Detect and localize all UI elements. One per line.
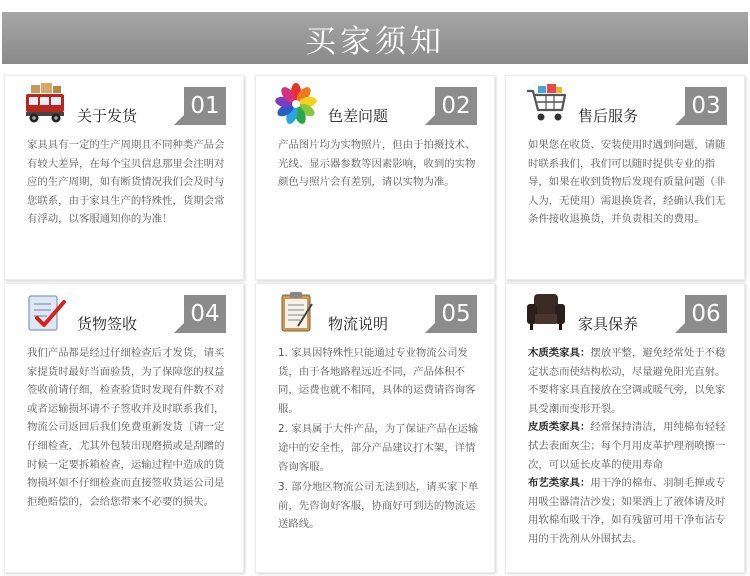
list-item [528, 418, 730, 474]
panel-heading: 物流说明 [328, 315, 389, 333]
panel-text: 产品图片均为实物照片，但由于拍摄技术、光线、显示器参数等因素影响，收到的实物颜色与照片会有差别，请以实物为准。 [278, 139, 476, 189]
panel-body [278, 344, 480, 536]
panel-body [528, 136, 730, 229]
panel-text: 家具具有一定的生产周期且不同种类产品会有较大差异，在每个宝贝信息那里会注明对应的生产周期，如有断货情况我们会及时与您联系，由于家具生产的特殊性，货期会常有浮动，以客服通知你的为准！ [27, 139, 225, 226]
panel-heading: 家具保养 [578, 315, 639, 333]
panel-receipt [4, 283, 244, 573]
checklist-icon [23, 290, 67, 334]
panel-text: 如果您在收货、安装使用时遇到问题，请随时联系我们，我们可以随时提供专业的指导，如果在收到货物后发现有质量问题（非人为，无使用）需退换货者，经确认我们无条件接收退换货，并负责相关的费用。 [528, 139, 726, 226]
list-item [528, 474, 730, 548]
list-item: 3. 部分地区物流公司无法到达，请买家下单前，先咨询好客服，协商好可到达的物流运送路线。 [278, 481, 479, 531]
panel-number-badge: 04 [184, 295, 226, 333]
list-item [528, 344, 730, 418]
panel-body [27, 344, 229, 511]
panel-color [255, 75, 495, 280]
color-palette-icon [274, 82, 318, 126]
clipboard-icon [274, 290, 318, 334]
panel-logistics [255, 283, 495, 573]
panel-heading: 色差问题 [328, 107, 389, 125]
shopping-cart-icon [524, 82, 568, 126]
care-text: 经常保持清洁，用纯棉布轻轻拭去表面灰尘；每个月用皮革护理剂喷擦一次，可以延长皮革的使用寿命 [528, 421, 726, 471]
delivery-truck-icon [23, 82, 67, 126]
panel-number-badge: 05 [435, 295, 477, 333]
care-text: 摆放平整，避免经常处于不稳定状态而使结构松动，尽量避免阳光直射。不要将家具直接放在空调或暖气旁，以免家具受潮而变形开裂。 [528, 347, 726, 415]
title-banner [2, 12, 748, 64]
list-item: 2. 家具属于大件产品，为了保证产品在运输途中的安全性，部分产品建议打木架，详情咨询客服。 [278, 423, 479, 473]
care-label: 布艺类家具： [528, 477, 591, 490]
panel-body [27, 136, 229, 229]
armchair-icon [524, 290, 568, 334]
panel-care [505, 283, 745, 573]
panel-number-badge: 06 [685, 295, 727, 333]
panel-number-badge: 03 [685, 87, 727, 125]
panel-heading: 关于发货 [77, 107, 138, 125]
panel-number-badge: 01 [184, 87, 226, 125]
list-item: 1. 家具因特殊性只能通过专业物流公司发货，由于各地路程远近不同，产品体积不同，运费也就不相同，具体的运费请咨询客服。 [278, 347, 476, 415]
panel-heading: 货物签收 [77, 315, 138, 333]
panel-text: 我们产品都是经过仔细检查后才发货，请买家提货时最好当面验货，为了保障您的权益签收前请仔细，检查验货时发现有件数不对或者运输损坏请不子签收并及时联系我们，物流公司返回后我们免费重新发货〔请一定仔细检查，尤其外包装出现磨损或是刮蹭的时候一定要拆箱检查，运输过程中造成的货物损坏如不仔细检查而直接签收货运公司是拒绝赔偿的，会给您带来不必要的损失。 [27, 347, 225, 508]
panel-body [528, 344, 730, 549]
care-label: 木质类家具： [528, 347, 591, 359]
panel-service [505, 75, 745, 280]
panel-heading: 售后服务 [578, 107, 639, 125]
page-title: 买家须知 [305, 23, 445, 60]
care-text: 用干净的棉布、羽制毛掸或专用吸尘器清洁沙发；如果洒上了液体请及时用软棉布吸干净，如有残留可用干净布沾专用的干洗剂从外围拭去。 [528, 477, 726, 545]
panel-number-badge: 02 [435, 87, 477, 125]
panel-body [278, 136, 480, 192]
care-label: 皮质类家具： [528, 421, 591, 434]
panel-delivery [4, 75, 244, 280]
